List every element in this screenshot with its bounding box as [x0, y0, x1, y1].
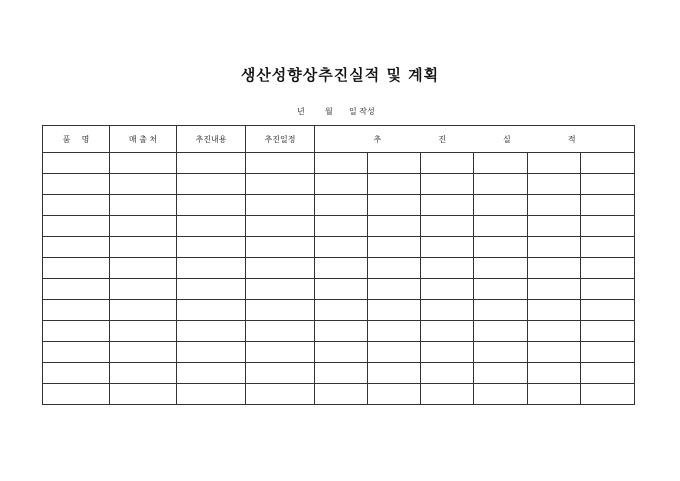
- table-row: [43, 174, 635, 195]
- table-cell[interactable]: [528, 279, 581, 300]
- table-cell[interactable]: [43, 300, 110, 321]
- table-row: [43, 153, 635, 174]
- table-cell[interactable]: [246, 342, 315, 363]
- table-cell[interactable]: [315, 279, 368, 300]
- table-cell[interactable]: [528, 300, 581, 321]
- table-cell[interactable]: [177, 195, 246, 216]
- table-cell[interactable]: [581, 342, 635, 363]
- table-cell[interactable]: [246, 258, 315, 279]
- table-cell[interactable]: [246, 363, 315, 384]
- table-cell[interactable]: [368, 153, 421, 174]
- table-cell[interactable]: [581, 363, 635, 384]
- table-cell[interactable]: [474, 174, 528, 195]
- table-cell[interactable]: [528, 258, 581, 279]
- table-cell[interactable]: [474, 363, 528, 384]
- table-cell[interactable]: [581, 237, 635, 258]
- header-schedule: 추진일정: [246, 126, 315, 153]
- table-cell[interactable]: [474, 321, 528, 342]
- table-cell[interactable]: [528, 237, 581, 258]
- table-cell[interactable]: [528, 363, 581, 384]
- table-cell[interactable]: [315, 153, 368, 174]
- table-cell[interactable]: [43, 174, 110, 195]
- table-cell[interactable]: [246, 321, 315, 342]
- table-cell[interactable]: [474, 195, 528, 216]
- table-cell[interactable]: [246, 237, 315, 258]
- table-cell[interactable]: [177, 363, 246, 384]
- table-cell[interactable]: [43, 216, 110, 237]
- table-cell[interactable]: [43, 237, 110, 258]
- table-cell[interactable]: [177, 174, 246, 195]
- table-cell[interactable]: [110, 195, 177, 216]
- table-cell[interactable]: [368, 384, 421, 405]
- table-cell[interactable]: [110, 153, 177, 174]
- date-month-label: 월: [325, 107, 333, 116]
- table-cell[interactable]: [315, 384, 368, 405]
- table-row: [43, 258, 635, 279]
- table-cell[interactable]: [421, 237, 474, 258]
- table-cell[interactable]: [474, 342, 528, 363]
- table-cell[interactable]: [246, 300, 315, 321]
- table-cell[interactable]: [315, 237, 368, 258]
- table-cell[interactable]: [315, 321, 368, 342]
- table-cell[interactable]: [110, 321, 177, 342]
- table-cell[interactable]: [528, 153, 581, 174]
- table-cell[interactable]: [368, 300, 421, 321]
- table-row: [43, 216, 635, 237]
- table-cell[interactable]: [315, 300, 368, 321]
- date-day-label: 일 작성: [349, 107, 375, 116]
- table-cell[interactable]: [177, 153, 246, 174]
- header-product: 품 명: [43, 126, 110, 153]
- table-cell[interactable]: [246, 174, 315, 195]
- table-cell[interactable]: [528, 195, 581, 216]
- table-cell[interactable]: [421, 363, 474, 384]
- table-cell[interactable]: [528, 384, 581, 405]
- table-cell[interactable]: [581, 195, 635, 216]
- table-cell[interactable]: [315, 216, 368, 237]
- table-cell[interactable]: [368, 258, 421, 279]
- table-row: [43, 342, 635, 363]
- table-cell[interactable]: [421, 321, 474, 342]
- table-row: [43, 300, 635, 321]
- table-cell[interactable]: [581, 258, 635, 279]
- table-cell[interactable]: [474, 153, 528, 174]
- table-cell[interactable]: [110, 237, 177, 258]
- table-cell[interactable]: [177, 279, 246, 300]
- table-cell[interactable]: [43, 363, 110, 384]
- table-cell[interactable]: [177, 258, 246, 279]
- table-cell[interactable]: [421, 258, 474, 279]
- table-cell[interactable]: [368, 195, 421, 216]
- table-cell[interactable]: [315, 258, 368, 279]
- table-cell[interactable]: [528, 216, 581, 237]
- table-cell[interactable]: [581, 384, 635, 405]
- table-cell[interactable]: [43, 384, 110, 405]
- table-header-row: [43, 126, 635, 153]
- table-row: [43, 321, 635, 342]
- table-cell[interactable]: [421, 195, 474, 216]
- table-cell[interactable]: [246, 384, 315, 405]
- table-cell[interactable]: [421, 384, 474, 405]
- table-cell[interactable]: [43, 258, 110, 279]
- table-cell[interactable]: [177, 342, 246, 363]
- table-cell[interactable]: [43, 279, 110, 300]
- table-cell[interactable]: [421, 216, 474, 237]
- header-buyer: 매 출 처: [110, 126, 177, 153]
- table-row: [43, 237, 635, 258]
- table-cell[interactable]: [528, 174, 581, 195]
- table-cell[interactable]: [43, 342, 110, 363]
- table-row: [43, 279, 635, 300]
- table-cell[interactable]: [421, 174, 474, 195]
- table-cell[interactable]: [368, 216, 421, 237]
- table-cell[interactable]: [421, 279, 474, 300]
- table-cell[interactable]: [368, 342, 421, 363]
- table-cell[interactable]: [177, 237, 246, 258]
- header-results: 추 진 실 적: [315, 126, 635, 153]
- table-body: [43, 153, 635, 405]
- table-cell[interactable]: [246, 153, 315, 174]
- table-cell[interactable]: [315, 363, 368, 384]
- table-cell[interactable]: [43, 195, 110, 216]
- table-cell[interactable]: [315, 195, 368, 216]
- table-cell[interactable]: [581, 153, 635, 174]
- table-cell[interactable]: [177, 300, 246, 321]
- table-cell[interactable]: [110, 342, 177, 363]
- table-cell[interactable]: [110, 384, 177, 405]
- table-cell[interactable]: [474, 384, 528, 405]
- header-content: 추진내용: [177, 126, 246, 153]
- table-cell[interactable]: [315, 342, 368, 363]
- table-cell[interactable]: [474, 237, 528, 258]
- table-cell[interactable]: [43, 153, 110, 174]
- table-cell[interactable]: [581, 321, 635, 342]
- table-cell[interactable]: [110, 216, 177, 237]
- table-cell[interactable]: [474, 300, 528, 321]
- table-cell[interactable]: [581, 279, 635, 300]
- table-cell[interactable]: [368, 237, 421, 258]
- table-cell[interactable]: [581, 174, 635, 195]
- date-year-label: 년: [297, 107, 305, 116]
- table-row: [43, 384, 635, 405]
- table-cell[interactable]: [177, 321, 246, 342]
- table-cell[interactable]: [110, 258, 177, 279]
- table-cell[interactable]: [177, 384, 246, 405]
- document-title: 생산성향상추진실적 및 계획: [240, 66, 440, 84]
- table-cell[interactable]: [581, 300, 635, 321]
- table-cell[interactable]: [368, 321, 421, 342]
- results-table: [42, 125, 635, 405]
- table-cell[interactable]: [246, 216, 315, 237]
- table-cell[interactable]: [528, 342, 581, 363]
- table-cell[interactable]: [581, 216, 635, 237]
- table-cell[interactable]: [110, 174, 177, 195]
- table-cell[interactable]: [474, 258, 528, 279]
- table-cell[interactable]: [246, 279, 315, 300]
- table-cell[interactable]: [421, 153, 474, 174]
- table-row: [43, 195, 635, 216]
- table-cell[interactable]: [43, 321, 110, 342]
- table-cell[interactable]: [110, 363, 177, 384]
- table-row: [43, 363, 635, 384]
- table-cell[interactable]: [246, 195, 315, 216]
- table-cell[interactable]: [368, 174, 421, 195]
- table-cell[interactable]: [474, 216, 528, 237]
- table-cell[interactable]: [315, 174, 368, 195]
- date-line: [0, 106, 680, 120]
- table-cell[interactable]: [110, 279, 177, 300]
- table-cell[interactable]: [368, 363, 421, 384]
- table-cell[interactable]: [177, 216, 246, 237]
- table-cell[interactable]: [421, 342, 474, 363]
- table-cell[interactable]: [421, 300, 474, 321]
- table-cell[interactable]: [110, 300, 177, 321]
- table-cell[interactable]: [528, 321, 581, 342]
- table-cell[interactable]: [368, 279, 421, 300]
- table-cell[interactable]: [474, 279, 528, 300]
